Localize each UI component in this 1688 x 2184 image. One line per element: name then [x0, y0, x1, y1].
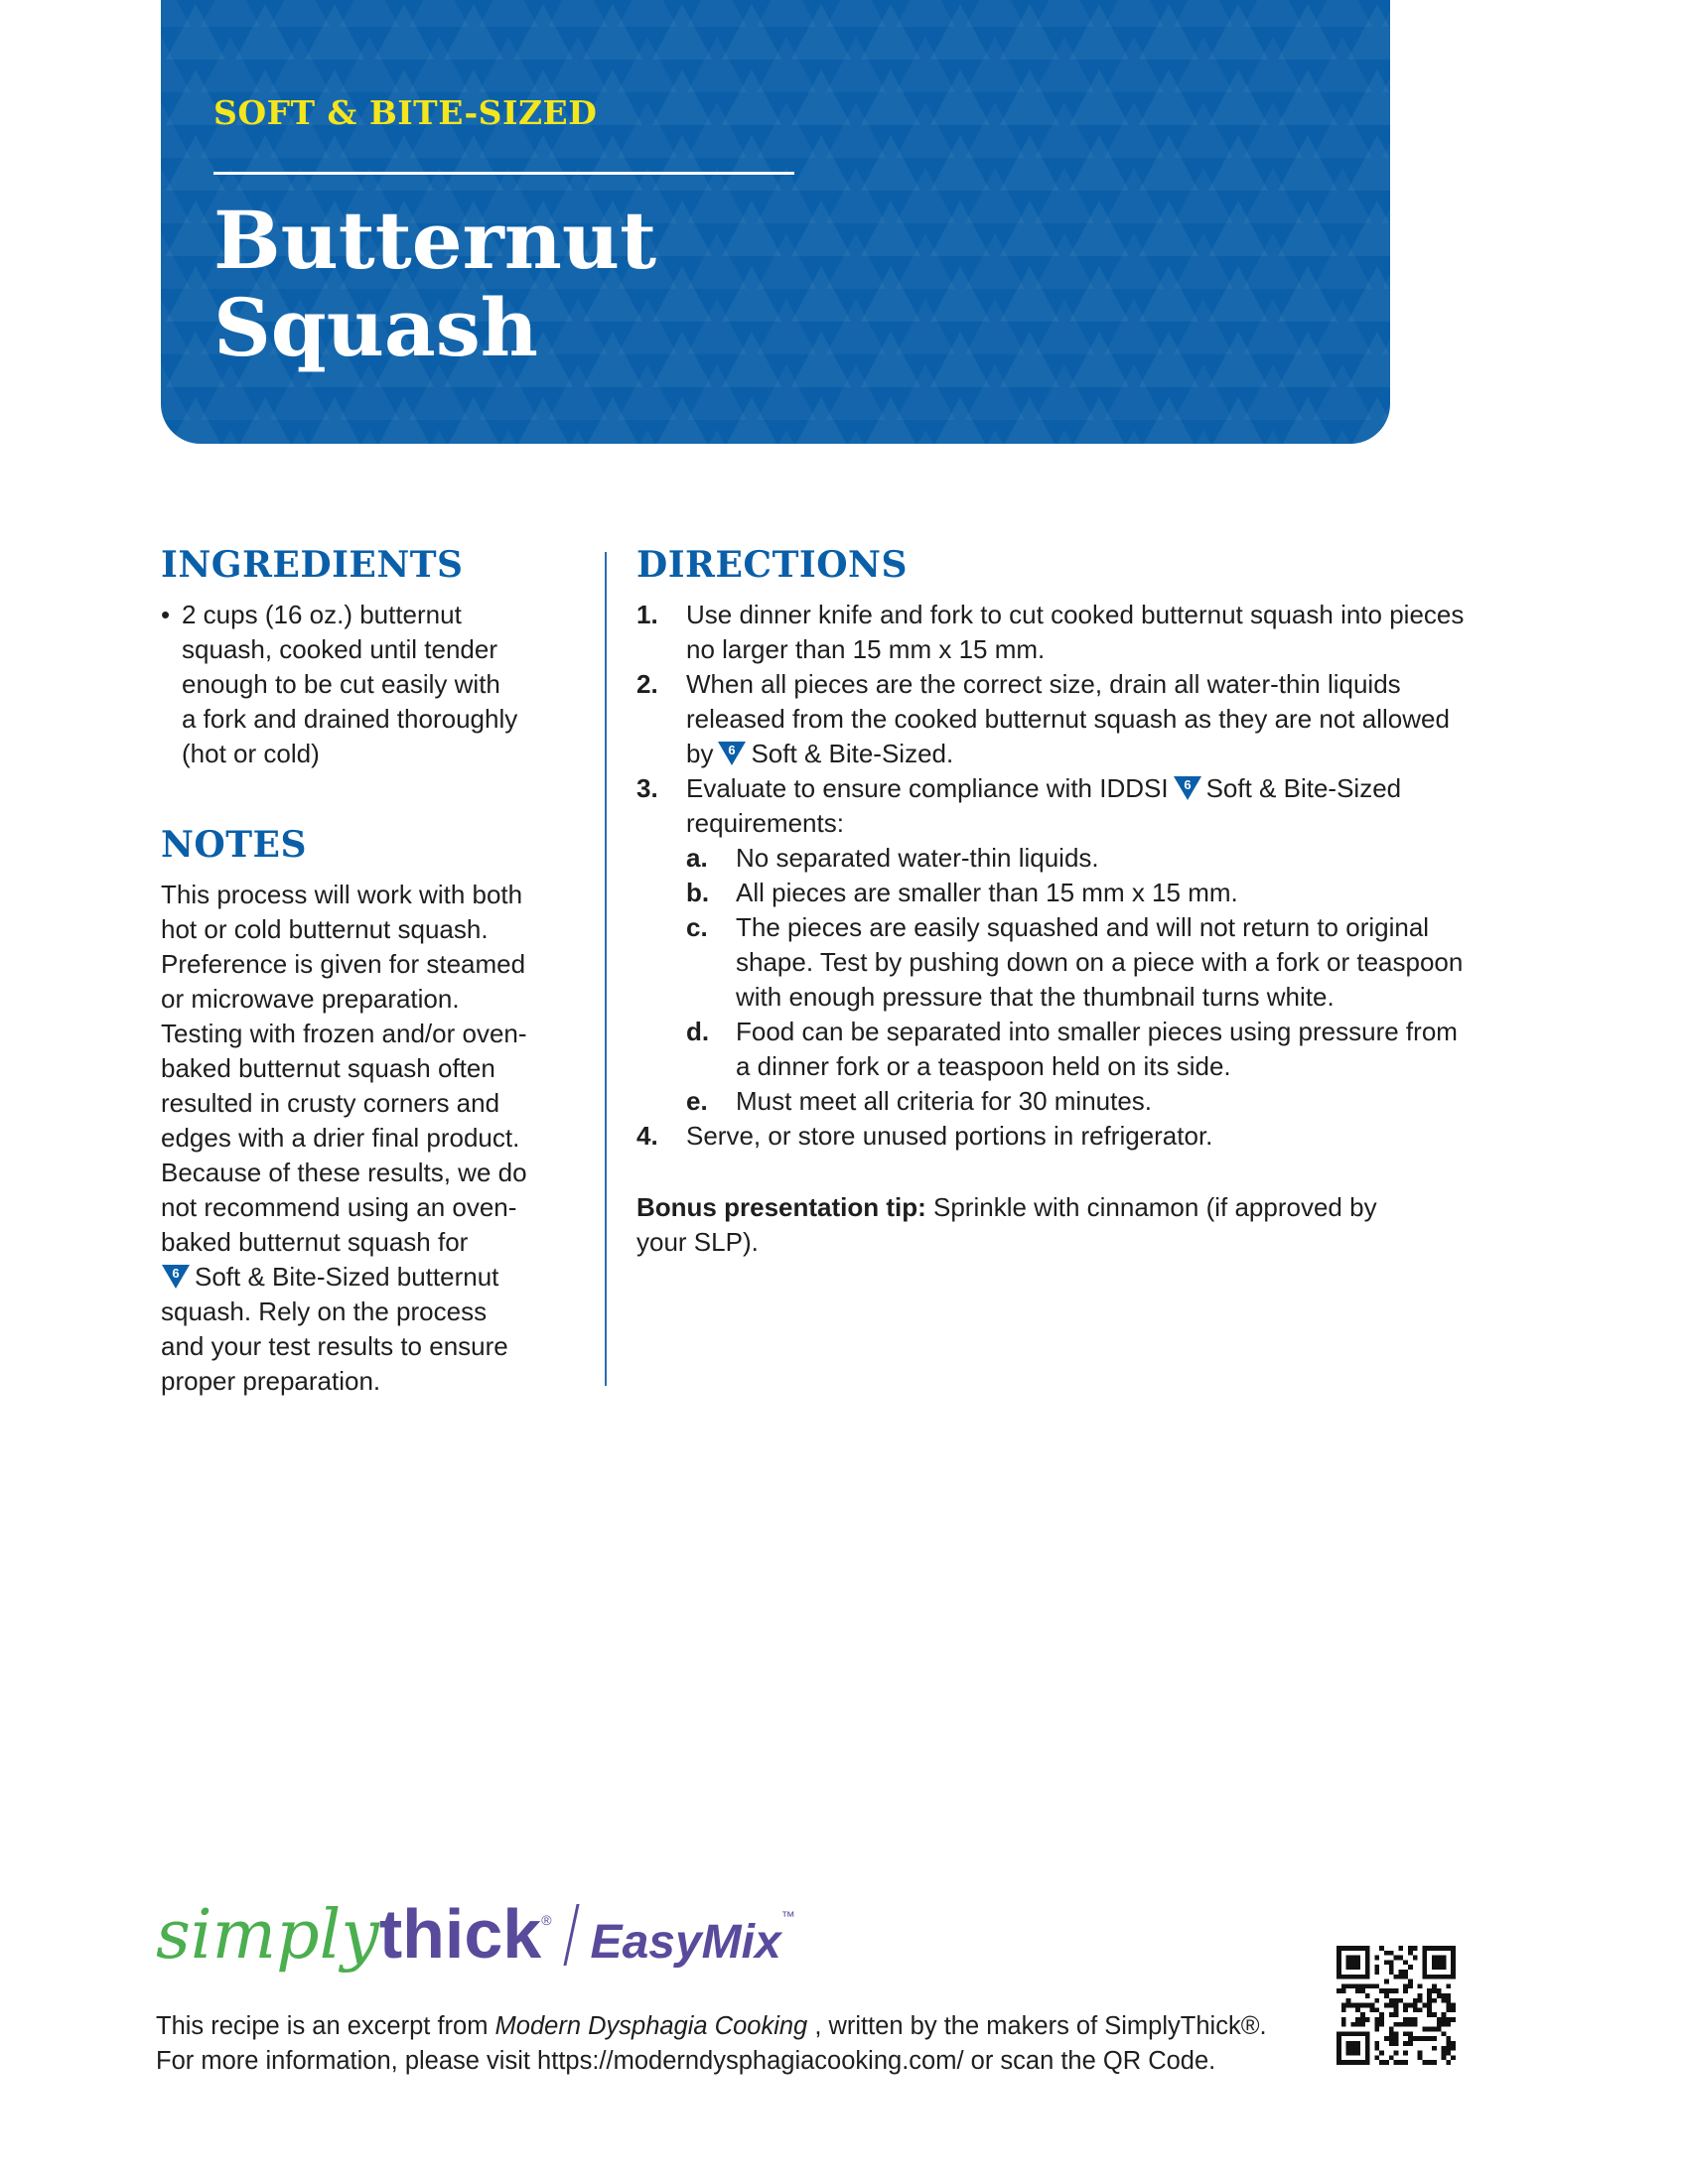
- directions-list: [636, 598, 1550, 1154]
- column-divider: [605, 552, 607, 1386]
- notes-text: [161, 878, 578, 1399]
- notes-heading: NOTES: [161, 824, 307, 866]
- ingredients-heading: INGREDIENTS: [161, 544, 464, 586]
- logo-registered-mark: ®: [541, 1912, 552, 1928]
- step-line: released from the cooked butternut squash as they are not allowed: [686, 704, 1450, 734]
- step-line: no larger than 15 mm x 15 mm.: [686, 634, 1046, 664]
- notes-line: Testing with frozen and/or oven-: [161, 1019, 527, 1048]
- sub-step: [686, 876, 1550, 910]
- footer-line: For more information, please visit https://moderndysphagiacooking.com/ or scan the QR Code.: [156, 2047, 1216, 2075]
- iddsi-level-6-triangle-icon: [717, 738, 747, 767]
- logo-separator: [563, 1904, 579, 1966]
- direction-step: [636, 771, 1550, 1119]
- svg-text:6: 6: [1183, 777, 1192, 792]
- bonus-tip: [636, 1190, 1431, 1260]
- substep-line: with enough pressure that the thumbnail turns white.: [736, 982, 1335, 1012]
- directions-heading: DIRECTIONS: [636, 544, 908, 586]
- ingredient-line: (hot or cold): [182, 739, 320, 768]
- footer-text: [156, 2009, 1308, 2079]
- substep-letter: a.: [686, 843, 708, 873]
- step-number: 1.: [636, 600, 658, 629]
- notes-line: Preference is given for steamed: [161, 949, 526, 979]
- logo-easymix: EasyMix: [590, 1916, 781, 1969]
- substep-line: All pieces are smaller than 15 mm x 15 mm.: [736, 878, 1238, 907]
- step-line: Serve, or store unused portions in refrigerator.: [686, 1121, 1213, 1151]
- step-line: by: [686, 739, 714, 768]
- substep-letter: b.: [686, 878, 710, 907]
- left-column: [161, 544, 578, 1399]
- step-number: 3.: [636, 773, 658, 803]
- substep-letter: d.: [686, 1017, 710, 1046]
- book-title: Modern Dysphagia Cooking: [494, 2012, 808, 2040]
- title-line-2: Squash: [213, 281, 538, 374]
- notes-line: and your test results to ensure: [161, 1331, 508, 1361]
- svg-text:6: 6: [172, 1266, 180, 1281]
- step-line: Evaluate to ensure compliance with IDDSI: [686, 773, 1169, 803]
- substeps-list: [686, 841, 1550, 1119]
- ingredient-line: enough to be cut easily with: [182, 669, 500, 699]
- bullet: •: [161, 600, 171, 629]
- ingredients-list: [161, 598, 578, 771]
- logo-thick: thick: [378, 1895, 542, 1973]
- bonus-tip-text: Sprinkle with cinnamon (if approved by: [925, 1192, 1377, 1222]
- iddsi-level-6-triangle-icon: [161, 1261, 191, 1291]
- direction-step: [636, 598, 1550, 667]
- substep-line: No separated water-thin liquids.: [736, 843, 1099, 873]
- right-column: [636, 544, 1550, 1260]
- sub-step: [686, 910, 1550, 1015]
- footer-line: , written by the makers of SimplyThick®.: [807, 2012, 1267, 2040]
- ingredient-item: [161, 598, 578, 771]
- sub-step: [686, 1015, 1550, 1084]
- ingredient-line: squash, cooked until tender: [182, 634, 497, 664]
- substep-line: Food can be separated into smaller pieces using pressure from: [736, 1017, 1458, 1046]
- notes-line: or microwave preparation.: [161, 984, 460, 1014]
- step-number: 2.: [636, 669, 658, 699]
- notes-line: hot or cold butternut squash.: [161, 914, 489, 944]
- notes-line: not recommend using an oven-: [161, 1192, 517, 1222]
- title-line-1: Butternut: [213, 194, 657, 287]
- logo-trademark: ™: [780, 1908, 795, 1924]
- notes-line: squash. Rely on the process: [161, 1297, 488, 1326]
- substep-letter: e.: [686, 1086, 708, 1116]
- sub-step: [686, 1084, 1550, 1119]
- simplythick-easymix-logo: [156, 1894, 795, 1983]
- footer-line: This recipe is an excerpt from: [156, 2012, 495, 2040]
- notes-line: Because of these results, we do: [161, 1158, 527, 1187]
- ingredient-line: a fork and drained thoroughly: [182, 704, 518, 734]
- substep-line: shape. Test by pushing down on a piece with a fork or teaspoon: [736, 947, 1464, 977]
- sub-step: [686, 841, 1550, 876]
- notes-line: Soft & Bite-Sized butternut: [195, 1262, 499, 1292]
- svg-text:6: 6: [728, 743, 737, 757]
- notes-line: This process will work with both: [161, 880, 523, 909]
- bonus-tip-label: Bonus presentation tip:: [636, 1192, 926, 1222]
- notes-line: proper preparation.: [161, 1366, 381, 1396]
- bonus-tip-text: your SLP).: [636, 1227, 759, 1257]
- step-line: requirements:: [686, 808, 844, 838]
- substep-letter: c.: [686, 912, 708, 942]
- header-divider: [213, 172, 794, 175]
- ingredient-line: 2 cups (16 oz.) butternut: [182, 600, 462, 629]
- notes-line: baked butternut squash for: [161, 1227, 469, 1257]
- substep-line: Must meet all criteria for 30 minutes.: [736, 1086, 1153, 1116]
- notes-line: baked butternut squash often: [161, 1053, 495, 1083]
- direction-step: [636, 1119, 1550, 1154]
- step-line: When all pieces are the correct size, drain all water-thin liquids: [686, 669, 1401, 699]
- qr-code-icon: [1336, 1946, 1456, 2065]
- direction-step: [636, 667, 1550, 771]
- step-line: Soft & Bite-Sized.: [751, 739, 954, 768]
- step-line: Use dinner knife and fork to cut cooked butternut squash into pieces: [686, 600, 1465, 629]
- notes-line: resulted in crusty corners and: [161, 1088, 500, 1118]
- iddsi-level-6-triangle-icon: [1173, 772, 1202, 802]
- substep-line: a dinner fork or a teaspoon held on its side.: [736, 1051, 1231, 1081]
- notes-line: edges with a drier final product.: [161, 1123, 520, 1153]
- step-line: Soft & Bite-Sized: [1205, 773, 1402, 803]
- diet-level-label: SOFT & BITE-SIZED: [213, 93, 598, 132]
- substep-line: The pieces are easily squashed and will not return to original: [736, 912, 1430, 942]
- page-title: [213, 194, 657, 374]
- step-number: 4.: [636, 1121, 658, 1151]
- logo-simply: simply: [156, 1896, 379, 1975]
